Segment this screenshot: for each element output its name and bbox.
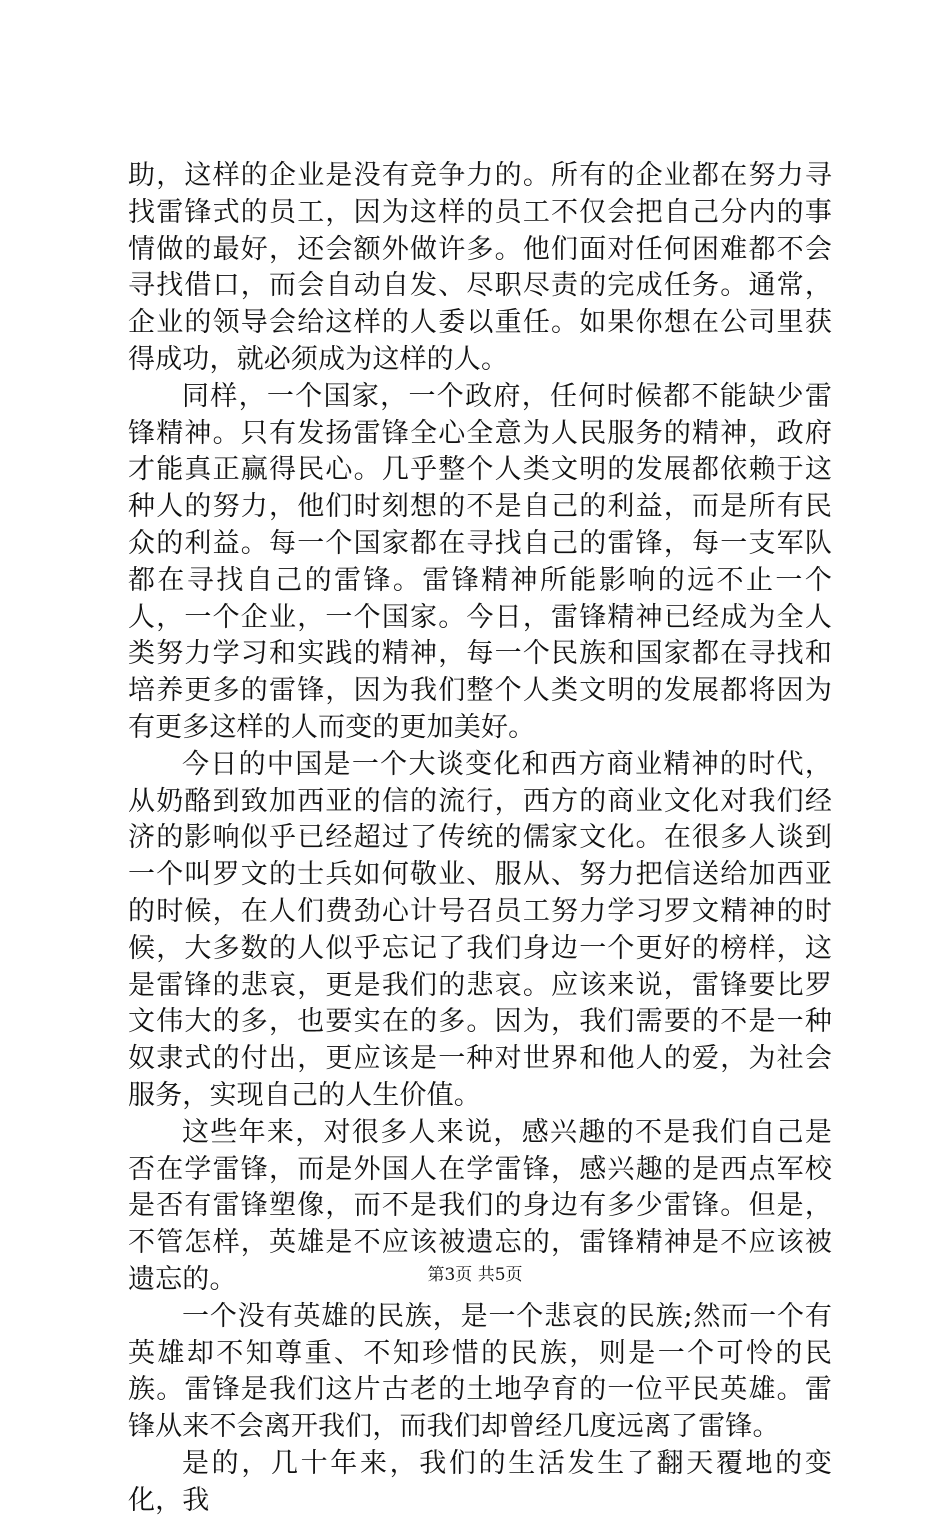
- document-body: [128, 158, 832, 1519]
- paragraph: 一个没有英雄的民族，是一个悲哀的民族;然而一个有英雄却不知尊重、不知珍惜的民族，则是一个可怜的民族。雷锋是我们这片古老的土地孕育的一位平民英雄。雷锋从来不会离开我们，而我们却曾经几度远离了雷锋。: [128, 1300, 832, 1443]
- page-number-footer: 第3页 共5页: [427, 1265, 523, 1285]
- paragraph: 今日的中国是一个大谈变化和西方商业精神的时代，从奶酪到致加西亚的信的流行，西方的商业文化对我们经济的影响似乎已经超过了传统的儒家文化。在很多人谈到一个叫罗文的士兵如何敬业、服从、努力把信送给加西亚的时候，在人们费劲心计号召员工努力学习罗文精神的时候，大多数的人似乎忘记了我们身边一个更好的榜样，这是雷锋的悲哀，更是我们的悲哀。应该来说，雷锋要比罗文伟大的多，也要实在的多。因为，我们需要的不是一种奴隶式的付出，更应该是一种对世界和他人的爱，为社会服务，实现自己的人生价值。: [128, 748, 832, 1111]
- paragraph: 同样，一个国家，一个政府，任何时候都不能缺少雷锋精神。只有发扬雷锋全心全意为人民服务的精神，政府才能真正赢得民心。几乎整个人类文明的发展都依赖于这种人的努力，他们时刻想的不是自己的利益，而是所有民众的利益。每一个国家都在寻找自己的雷锋，每一支军队都在寻找自己的雷锋。雷锋精神所能影响的远不止一个人，一个企业，一个国家。今日，雷锋精神已经成为全人类努力学习和实践的精神，每一个民族和国家都在寻找和培养更多的雷锋，因为我们整个人类文明的发展都将因为有更多这样的人而变的更加美好。: [128, 380, 832, 743]
- paragraph-continuation: 助，这样的企业是没有竞争力的。所有的企业都在努力寻找雷锋式的员工，因为这样的员工不仅会把自己分内的事情做的最好，还会额外做许多。他们面对任何困难都不会寻找借口，而会自动自发、尽职尽责的完成任务。通常，企业的领导会给这样的人委以重任。如果你想在公司里获得成功，就必须成为这样的人。: [128, 160, 832, 375]
- paragraph: 是的，几十年来，我们的生活发生了翻天覆地的变化，我: [128, 1447, 832, 1516]
- paragraph: 这些年来，对很多人来说，感兴趣的不是我们自己是否在学雷锋，而是外国人在学雷锋，感兴趣的是西点军校是否有雷锋塑像，而不是我们的身边有多少雷锋。但是，不管怎样，英雄是不应该被遗忘的，雷锋精神是不应该被遗忘的。: [128, 1116, 832, 1295]
